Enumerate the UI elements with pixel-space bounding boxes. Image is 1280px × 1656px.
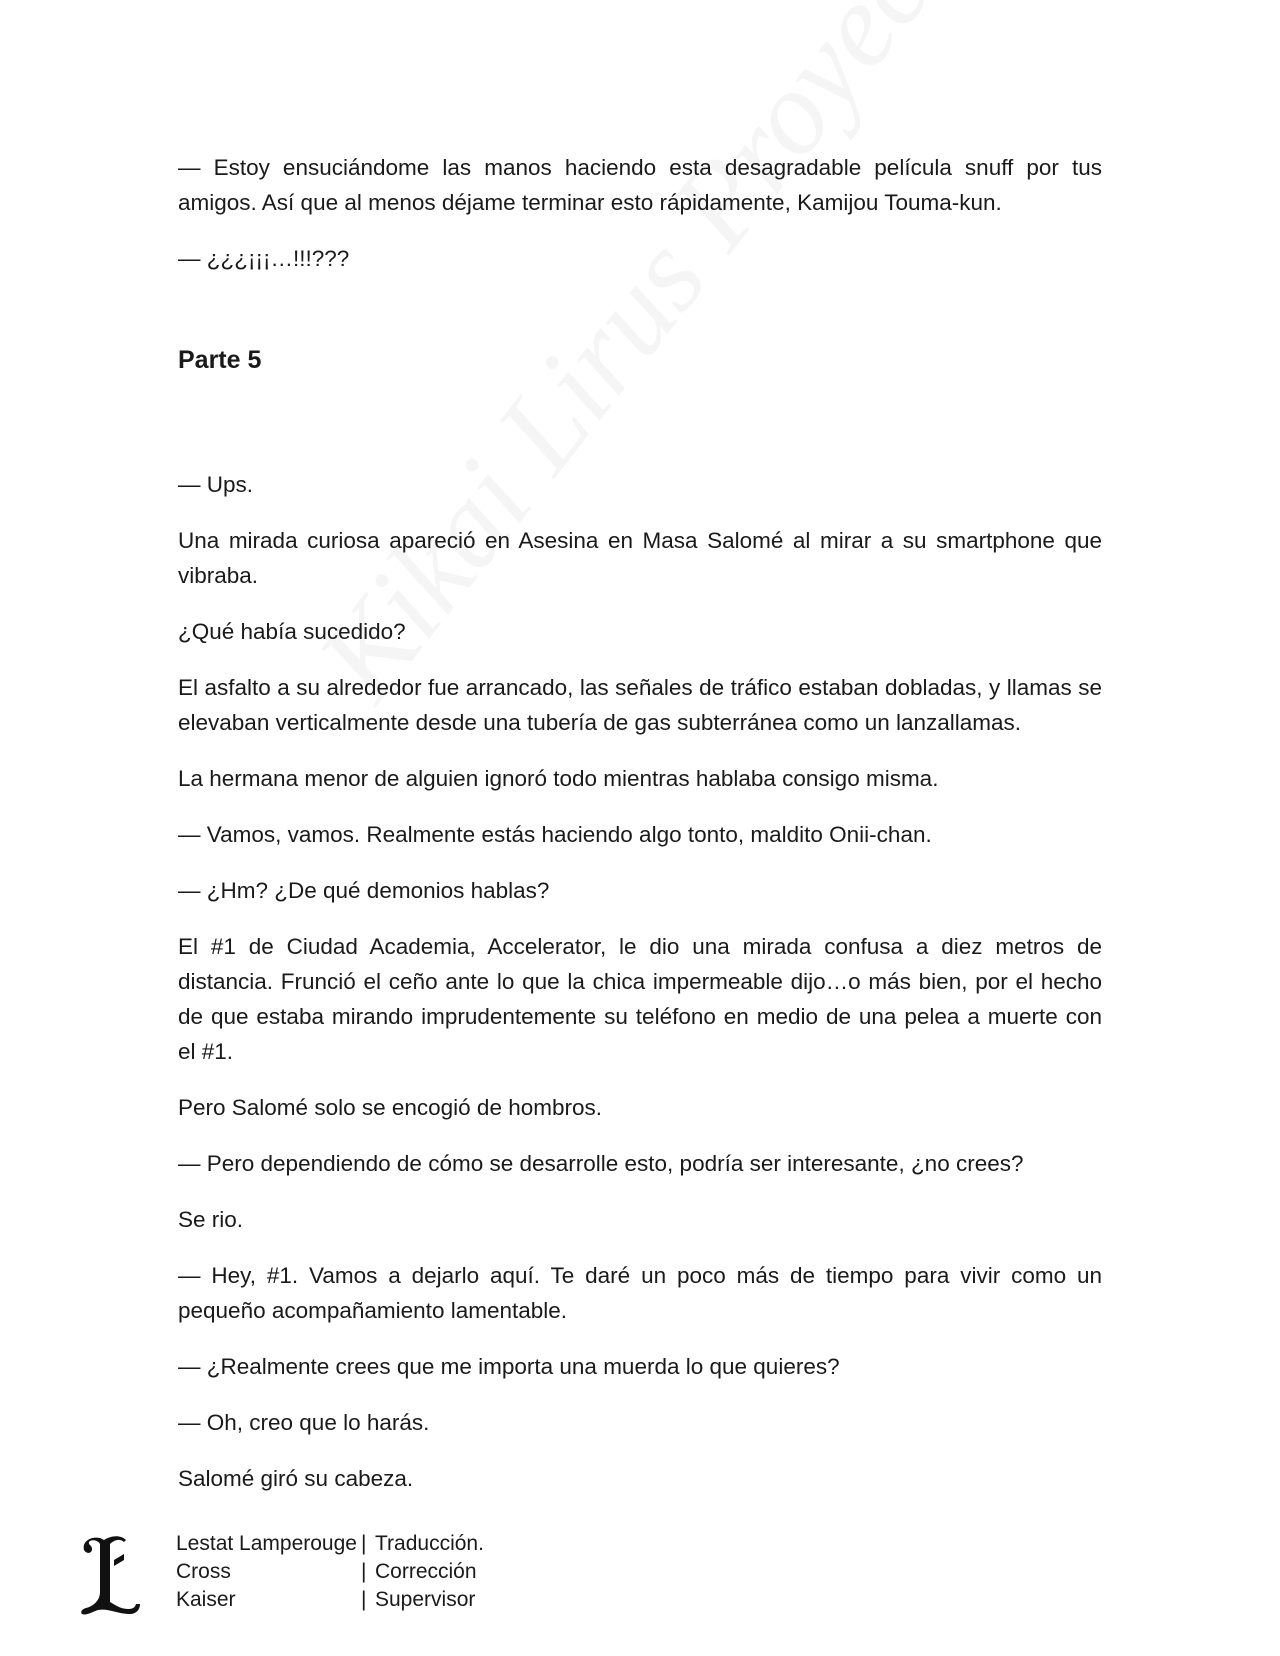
paragraph: — Oh, creo que lo harás. (178, 1410, 430, 1435)
paragraph: — Pero dependiendo de cómo se desarrolle esto, podría ser interesante, ¿no crees? (178, 1151, 1024, 1176)
paragraph: El #1 de Ciudad Academia, Accelerator, le dio una mirada confusa a diez metros de distancia. Frunció el ceño ante lo que la chica impermeable dijo…o más bien, por el hecho de que estaba mirando imprudentemente su teléfono en medio de una pelea a muerte con el #1. (178, 934, 1102, 1064)
credit-separator: | (361, 1560, 367, 1583)
paragraph: — ¿Hm? ¿De qué demonios hablas? (178, 878, 550, 903)
credit-row (176, 1558, 484, 1586)
paragraph: — ¿¿¿¡¡¡…!!!??? (178, 246, 350, 271)
paragraph: Pero Salomé solo se encogió de hombros. (178, 1095, 602, 1120)
paragraph: ¿Qué había sucedido? (178, 619, 406, 644)
credit-name: Cross (176, 1560, 231, 1583)
paragraph: El asfalto a su alrededor fue arrancado, las señales de tráfico estaban dobladas, y llamas se elevaban verticalmente desde una tubería de gas subterránea como un lanzallamas. (178, 675, 1102, 735)
page-footer (78, 1530, 778, 1630)
credits-block (176, 1530, 484, 1614)
paragraph: Salomé giró su cabeza. (178, 1466, 414, 1491)
paragraph: — Vamos, vamos. Realmente estás haciendo algo tonto, maldito Onii-chan. (178, 822, 932, 847)
page-content (178, 150, 1102, 1517)
paragraph: Se rio. (178, 1207, 244, 1232)
gothic-l-logo-icon (78, 1530, 142, 1620)
paragraph: La hermana menor de alguien ignoró todo mientras hablaba consigo misma. (178, 766, 939, 791)
section-heading-block (178, 343, 1102, 378)
credit-name: Lestat Lamperouge (176, 1532, 357, 1555)
paragraph: — Estoy ensuciándome las manos haciendo esta desagradable película snuff por tus amigos. Así que al menos déjame terminar esto rápidamente, Kamijou Touma-kun. (178, 155, 1102, 215)
credit-separator: | (361, 1588, 367, 1611)
credit-role: Corrección (375, 1560, 477, 1583)
section-heading: Parte 5 (178, 346, 262, 374)
paragraph: Una mirada curiosa apareció en Asesina en Masa Salomé al mirar a su smartphone que vibraba. (178, 528, 1102, 588)
paragraph: — Hey, #1. Vamos a dejarlo aquí. Te daré un poco más de tiempo para vivir como un pequeño acompañamiento lamentable. (178, 1263, 1102, 1323)
paragraph: — ¿Realmente crees que me importa una muerda lo que quieres? (178, 1354, 840, 1379)
credit-role: Supervisor (375, 1588, 476, 1611)
paragraph: — Ups. (178, 472, 254, 497)
credit-separator: | (361, 1532, 367, 1555)
credit-row (176, 1586, 484, 1614)
credit-name: Kaiser (176, 1588, 236, 1611)
credit-row (176, 1530, 484, 1558)
credit-role: Traducción. (375, 1532, 484, 1555)
